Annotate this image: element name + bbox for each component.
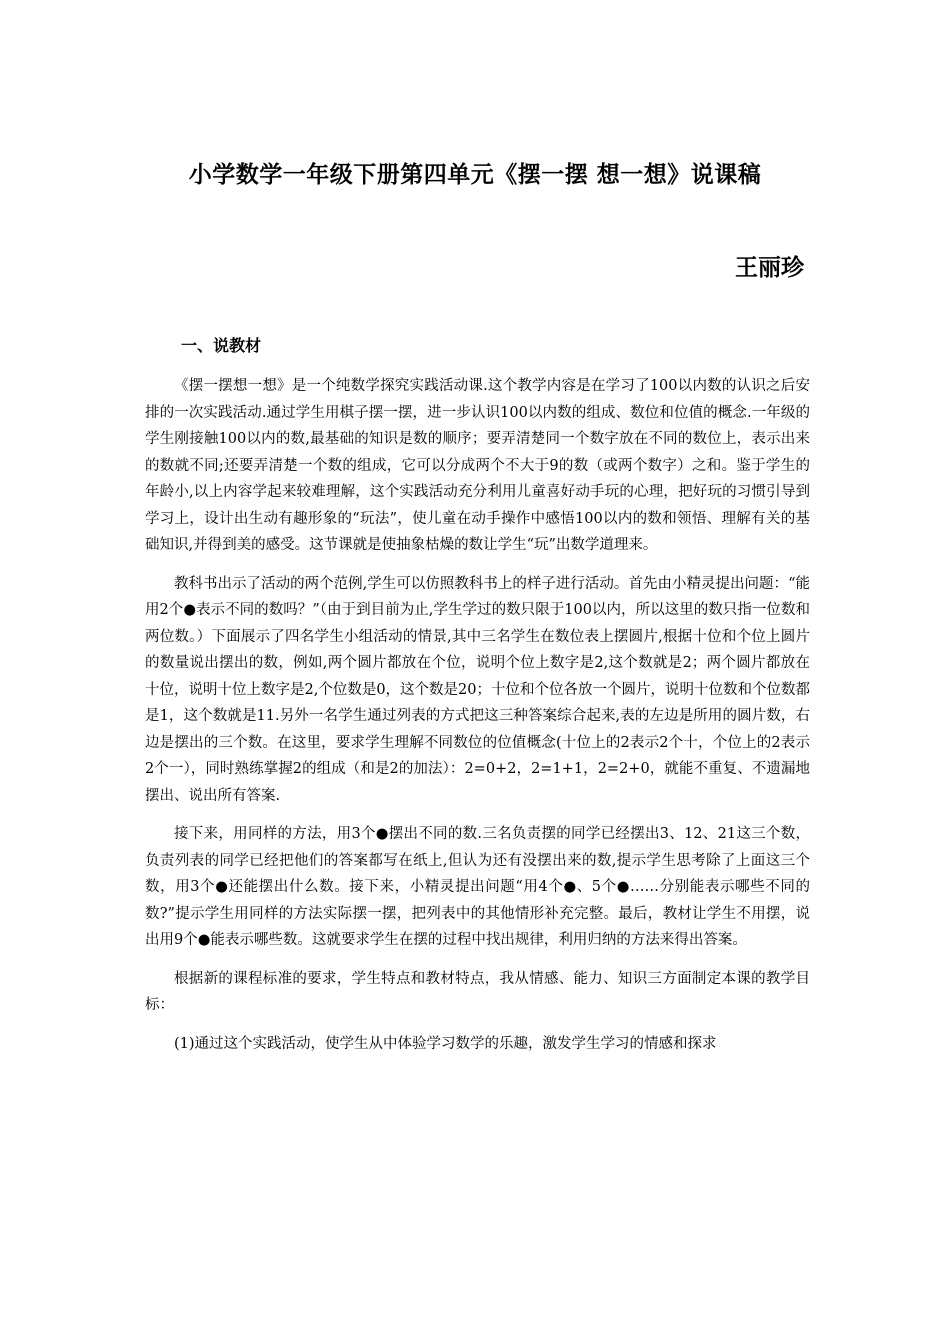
author-name: 王丽珍	[735, 255, 804, 281]
section-heading: 一、说教材	[181, 336, 262, 355]
paragraph-4: 根据新的课程标准的要求，学生特点和教材特点，我从情感、能力、知识三方面制定本课的教学目标：	[145, 970, 810, 1013]
paragraph-2: 教科书出示了活动的两个范例,学生可以仿照教科书上的样子进行活动。首先由小精灵提出问题：“能用2个●表示不同的数吗？”（由于到目前为止,学生学过的数只限于100以内，所以这里的数只指一位数和两位数。）下面展示了四名学生小组活动的情景,其中三名学生在数位表上摆圆片,根据十位和个位上圆片的数量说出摆出的数，例如,两个圆片都放在个位，说明个位上数字是2,这个数就是2；两个圆片都放在十位，说明十位上数字是2,个位数是0，这个数是20；十位和个位各放一个圆片，说明十位数和个位数都是1，这个数就是11.另外一名学生通过列表的方式把这三种答案综合起来,表的左边是所用的圆片数，右边是摆出的三个数。在这里，要求学生理解不同数位的位值概念(十位上的2表示2个十，个位上的2表示2个一），同时熟练掌握2的组成（和是2的加法）：2=0+2，2=1+1，2=2+0，就能不重复、不遗漏地摆出、说出所有答案.	[145, 575, 811, 804]
document-body	[145, 373, 810, 1069]
paragraph-3: 接下来，用同样的方法，用3个●摆出不同的数.三名负责摆的同学已经摆出3、12、21这三个数，负责列表的同学已经把他们的答案都写在纸上,但认为还有没摆出来的数,提示学生思考除了上面这三个数，用3个●还能摆出什么数。接下来，小精灵提出问题“用4个●、5个●……分别能表示哪些不同的数?”提示学生用同样的方法实际摆一摆，把列表中的其他情形补充完整。最后，教材让学生不用摆，说出用9个●能表示哪些数。这就要求学生在摆的过程中找出规律，利用归纳的方法来得出答案。	[145, 826, 810, 948]
paragraph-5: (1)通过这个实践活动，使学生从中体验学习数学的乐趣，激发学生学习的情感和探求	[174, 1035, 717, 1052]
paragraph-1: 《摆一摆想一想》是一个纯数学探究实践活动课.这个教学内容是在学习了100以内数的认识之后安排的一次实践活动.通过学生用棋子摆一摆，进一步认识100以内数的组成、数位和位值的概念.一年级的学生刚接触100以内的数,最基础的知识是数的顺序；要弄清楚同一个数字放在不同的数位上，表示出来的数就不同;还要弄清楚一个数的组成，它可以分成两个不大于9的数（或两个数字）之和。鉴于学生的年龄小,以上内容学起来较难理解，这个实践活动充分利用儿童喜好动手玩的心理，把好玩的习惯引导到学习上，设计出生动有趣形象的“玩法”，使儿童在动手操作中感悟100以内的数和领悟、理解有关的基础知识,并得到美的感受。这节课就是使抽象枯燥的数让学生“玩”出数学道理来。	[145, 378, 810, 553]
document-title: 小学数学一年级下册第四单元《摆一摆 想一想》说课稿	[188, 162, 762, 188]
